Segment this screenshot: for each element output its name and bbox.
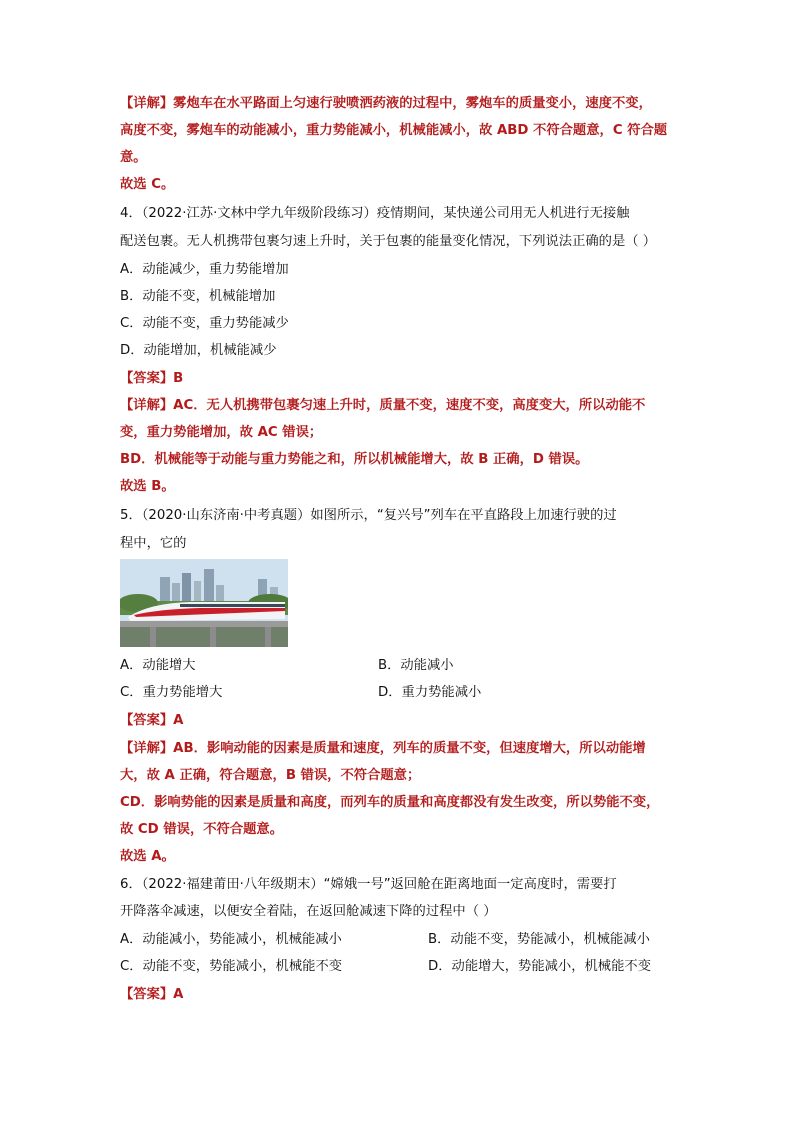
q5-detail-line-4: 故 CD 错误，不符合题意。 bbox=[120, 822, 284, 837]
q3-detail-line-3: 意。 bbox=[120, 150, 147, 165]
q4-detail-line-3: BD．机械能等于动能与重力势能之和，所以机械能增大，故 B 正确，D 错误。 bbox=[120, 452, 589, 467]
train-photo bbox=[120, 559, 288, 647]
q4-option-d: D．动能增加，机械能减少 bbox=[120, 343, 277, 358]
q5-detail-line-1: 【详解】AB．影响动能的因素是质量和速度，列车的质量不变，但速度增大，所以动能增 bbox=[120, 741, 646, 756]
q3-detail-line-2: 高度不变，雾炮车的动能减小，重力势能减小，机械能减小，故 ABD 不符合题意，C 符合题 bbox=[120, 123, 668, 138]
q4-stem-line-1: 4．（2022·江苏·文林中学九年级阶段练习）疫情期间，某快递公司用无人机进行无接触 bbox=[120, 206, 630, 221]
q6-answer: 【答案】A bbox=[120, 987, 184, 1002]
q5-stem-line-1: 5．（2020·山东济南·中考真题）如图所示，“复兴号”列车在平直路段上加速行驶的过 bbox=[120, 508, 617, 523]
q5-option-d: D．重力势能减小 bbox=[378, 685, 482, 700]
q4-option-b: B．动能不变，机械能增加 bbox=[120, 289, 276, 304]
q4-stem-line-2: 配送包裹。无人机携带包裹匀速上升时，关于包裹的能量变化情况，下列说法正确的是（ ） bbox=[120, 234, 657, 249]
q4-detail-line-1: 【详解】AC．无人机携带包裹匀速上升时，质量不变，速度不变，高度变大，所以动能不 bbox=[120, 398, 646, 413]
q4-conclusion: 故选 B。 bbox=[120, 479, 175, 494]
q5-detail-line-2: 大，故 A 正确，符合题意，B 错误，不符合题意； bbox=[120, 768, 421, 783]
q5-detail-line-3: CD．影响势能的因素是质量和高度，而列车的质量和高度都没有发生改变，所以势能不变， bbox=[120, 795, 660, 810]
q4-answer: 【答案】B bbox=[120, 371, 184, 386]
q3-detail-line-1: 【详解】雾炮车在水平路面上匀速行驶喷洒药液的过程中，雾炮车的质量变小，速度不变， bbox=[120, 96, 652, 111]
q5-option-c: C．重力势能增大 bbox=[120, 685, 223, 700]
q4-detail-line-2: 变，重力势能增加，故 AC 错误； bbox=[120, 425, 323, 440]
q5-option-b: B．动能减小 bbox=[378, 658, 454, 673]
q6-option-d: D．动能增大，势能减小，机械能不变 bbox=[428, 959, 651, 974]
q5-option-a: A．动能增大 bbox=[120, 658, 196, 673]
q4-option-c: C．动能不变，重力势能减少 bbox=[120, 316, 289, 331]
q6-option-a: A．动能减小，势能减小，机械能减小 bbox=[120, 932, 342, 947]
q6-option-c: C．动能不变，势能减小，机械能不变 bbox=[120, 959, 343, 974]
q5-stem-line-2: 程中，它的 bbox=[120, 536, 187, 551]
q6-stem-line-2: 开降落伞减速，以便安全着陆，在返回舱减速下降的过程中（ ） bbox=[120, 904, 497, 919]
q3-conclusion: 故选 C。 bbox=[120, 177, 175, 192]
q6-option-b: B．动能不变，势能减小，机械能减小 bbox=[428, 932, 650, 947]
q4-option-a: A．动能减少，重力势能增加 bbox=[120, 262, 289, 277]
q5-answer: 【答案】A bbox=[120, 713, 184, 728]
q5-conclusion: 故选 A。 bbox=[120, 849, 175, 864]
q6-stem-line-1: 6．（2022·福建莆田·八年级期末）“嫦娥一号”返回舱在距离地面一定高度时，需要打 bbox=[120, 877, 617, 892]
